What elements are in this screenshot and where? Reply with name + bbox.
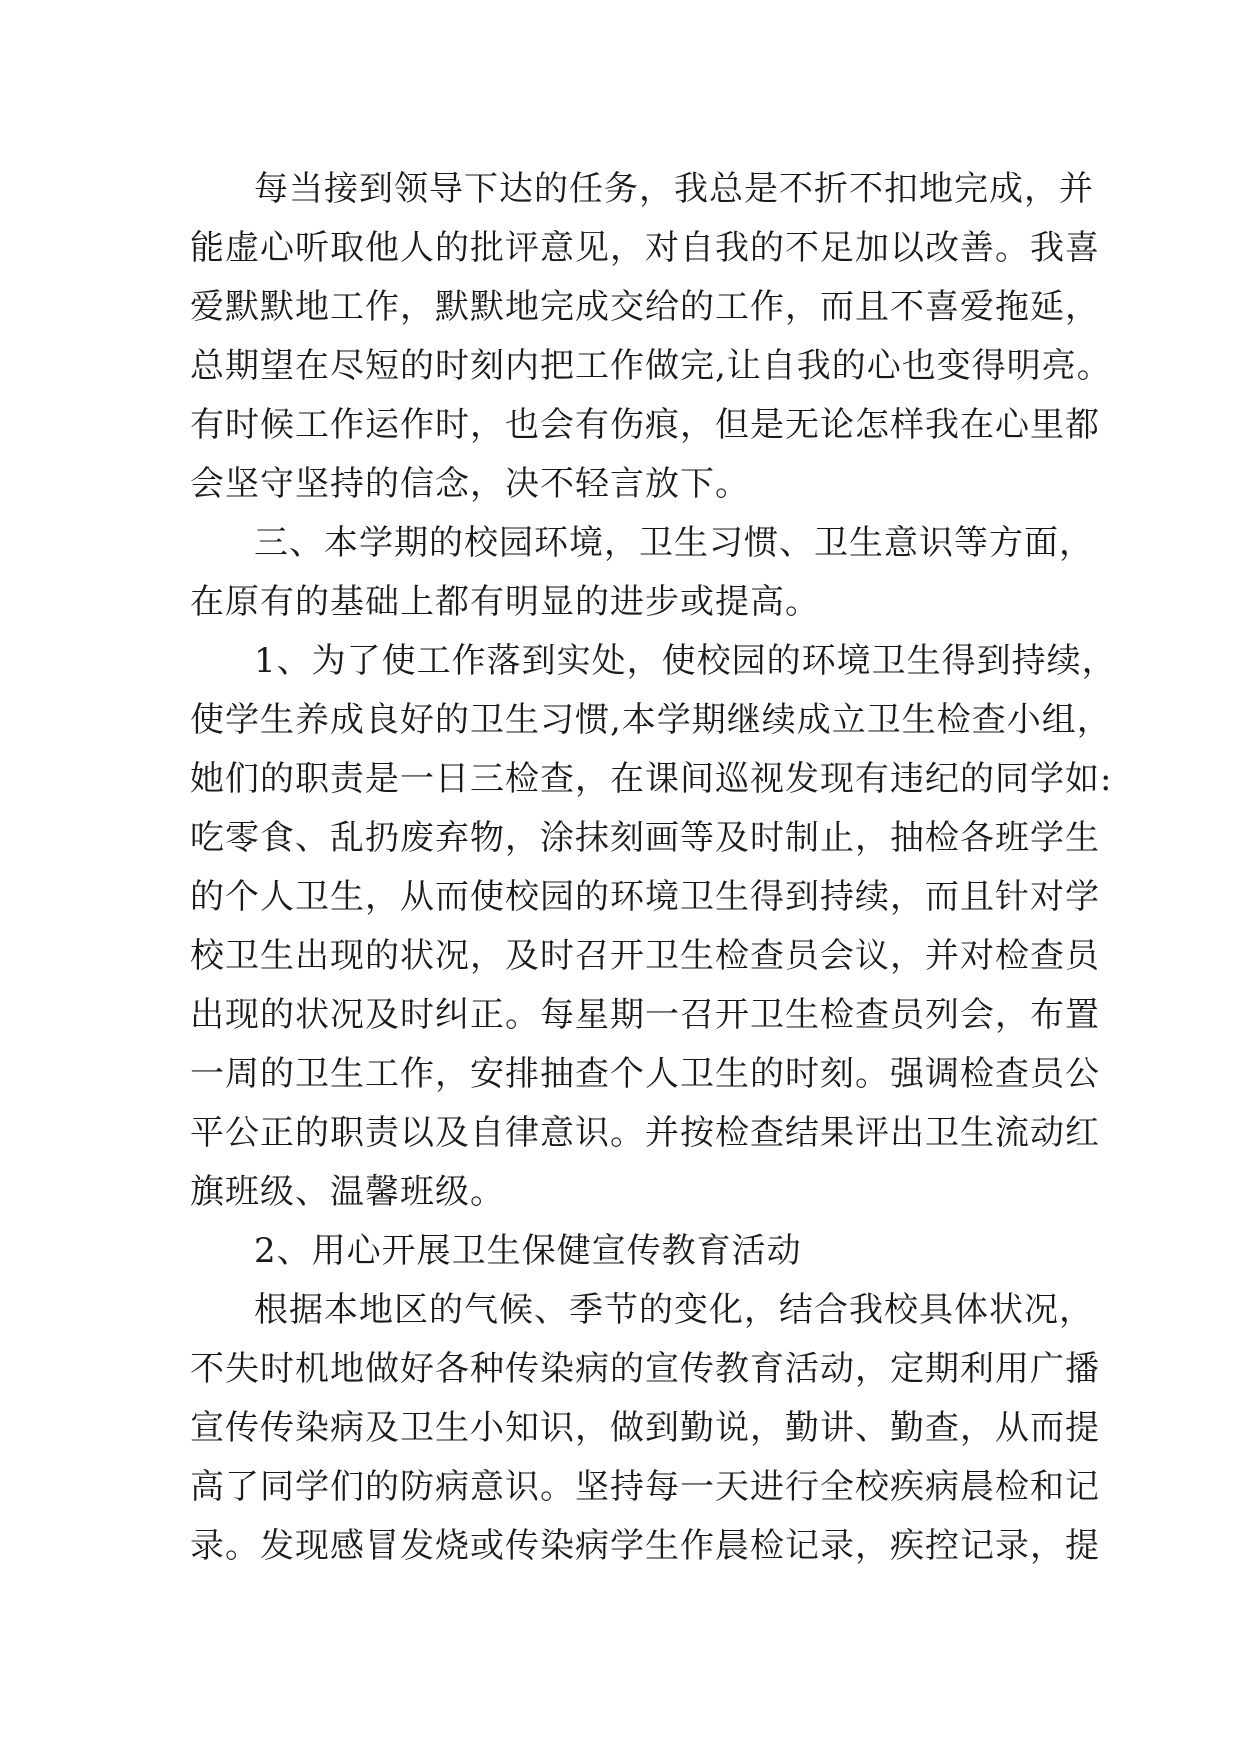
text-line: 根据本地区的气候、季节的变化，结合我校具体状况，	[254, 1290, 1094, 1330]
paragraph-1	[190, 160, 1112, 514]
text-line: 有时候工作运作时，也会有伤痕，但是无论怎样我在心里都	[190, 405, 1100, 445]
paragraph-3-item-1	[190, 632, 1117, 1222]
document-page	[190, 160, 1117, 1576]
text-line: 出现的状况及时纠正。每星期一召开卫生检查员列会，布置	[190, 995, 1100, 1035]
paragraph-5	[190, 1281, 1100, 1576]
text-line: 在原有的基础上都有明显的进步或提高。	[190, 582, 820, 622]
text-line: 宣传传染病及卫生小知识，做到勤说，勤讲、勤查，从而提	[190, 1408, 1100, 1448]
text-line: 的个人卫生，从而使校园的环境卫生得到持续，而且针对学	[190, 877, 1100, 917]
text-line: 她们的职责是一日三检查，在课间巡视发现有违纪的同学如:	[190, 759, 1113, 799]
text-line: 旗班级、温馨班级。	[190, 1172, 505, 1212]
text-line: 会坚守坚持的信念，决不轻言放下。	[190, 464, 750, 504]
text-line: 三、本学期的校园环境，卫生习惯、卫生意识等方面，	[254, 523, 1094, 563]
text-line: 总期望在尽短的时刻内把工作做完,让自我的心也变得明亮。	[190, 346, 1112, 386]
text-line: 1、为了使工作落到实处，使校园的环境卫生得到持续，	[254, 641, 1117, 681]
text-line: 不失时机地做好各种传染病的宣传教育活动，定期利用广播	[190, 1349, 1100, 1389]
text-line: 2、用心开展卫生保健宣传教育活动	[254, 1231, 802, 1271]
text-line: 平公正的职责以及自律意识。并按检查结果评出卫生流动红	[190, 1113, 1100, 1153]
text-line: 能虚心听取他人的批评意见，对自我的不足加以改善。我喜	[190, 228, 1100, 268]
text-line: 高了同学们的防病意识。坚持每一天进行全校疾病晨检和记	[190, 1467, 1100, 1507]
paragraph-2-section-heading	[190, 514, 1094, 632]
text-line: 每当接到领导下达的任务，我总是不折不扣地完成，并	[254, 169, 1094, 209]
text-line: 爱默默地工作，默默地完成交给的工作，而且不喜爱拖延，	[190, 287, 1100, 327]
text-line: 使学生养成良好的卫生习惯,本学期继续成立卫生检查小组，	[190, 700, 1112, 740]
text-line: 校卫生出现的状况，及时召开卫生检查员会议，并对检查员	[190, 936, 1100, 976]
text-line: 录。发现感冒发烧或传染病学生作晨检记录，疾控记录，提	[190, 1526, 1100, 1566]
text-line: 吃零食、乱扔废弃物，涂抹刻画等及时制止，抽检各班学生	[190, 818, 1100, 858]
paragraph-4-item-2-heading	[190, 1222, 1060, 1281]
text-line: 一周的卫生工作，安排抽查个人卫生的时刻。强调检查员公	[190, 1054, 1100, 1094]
